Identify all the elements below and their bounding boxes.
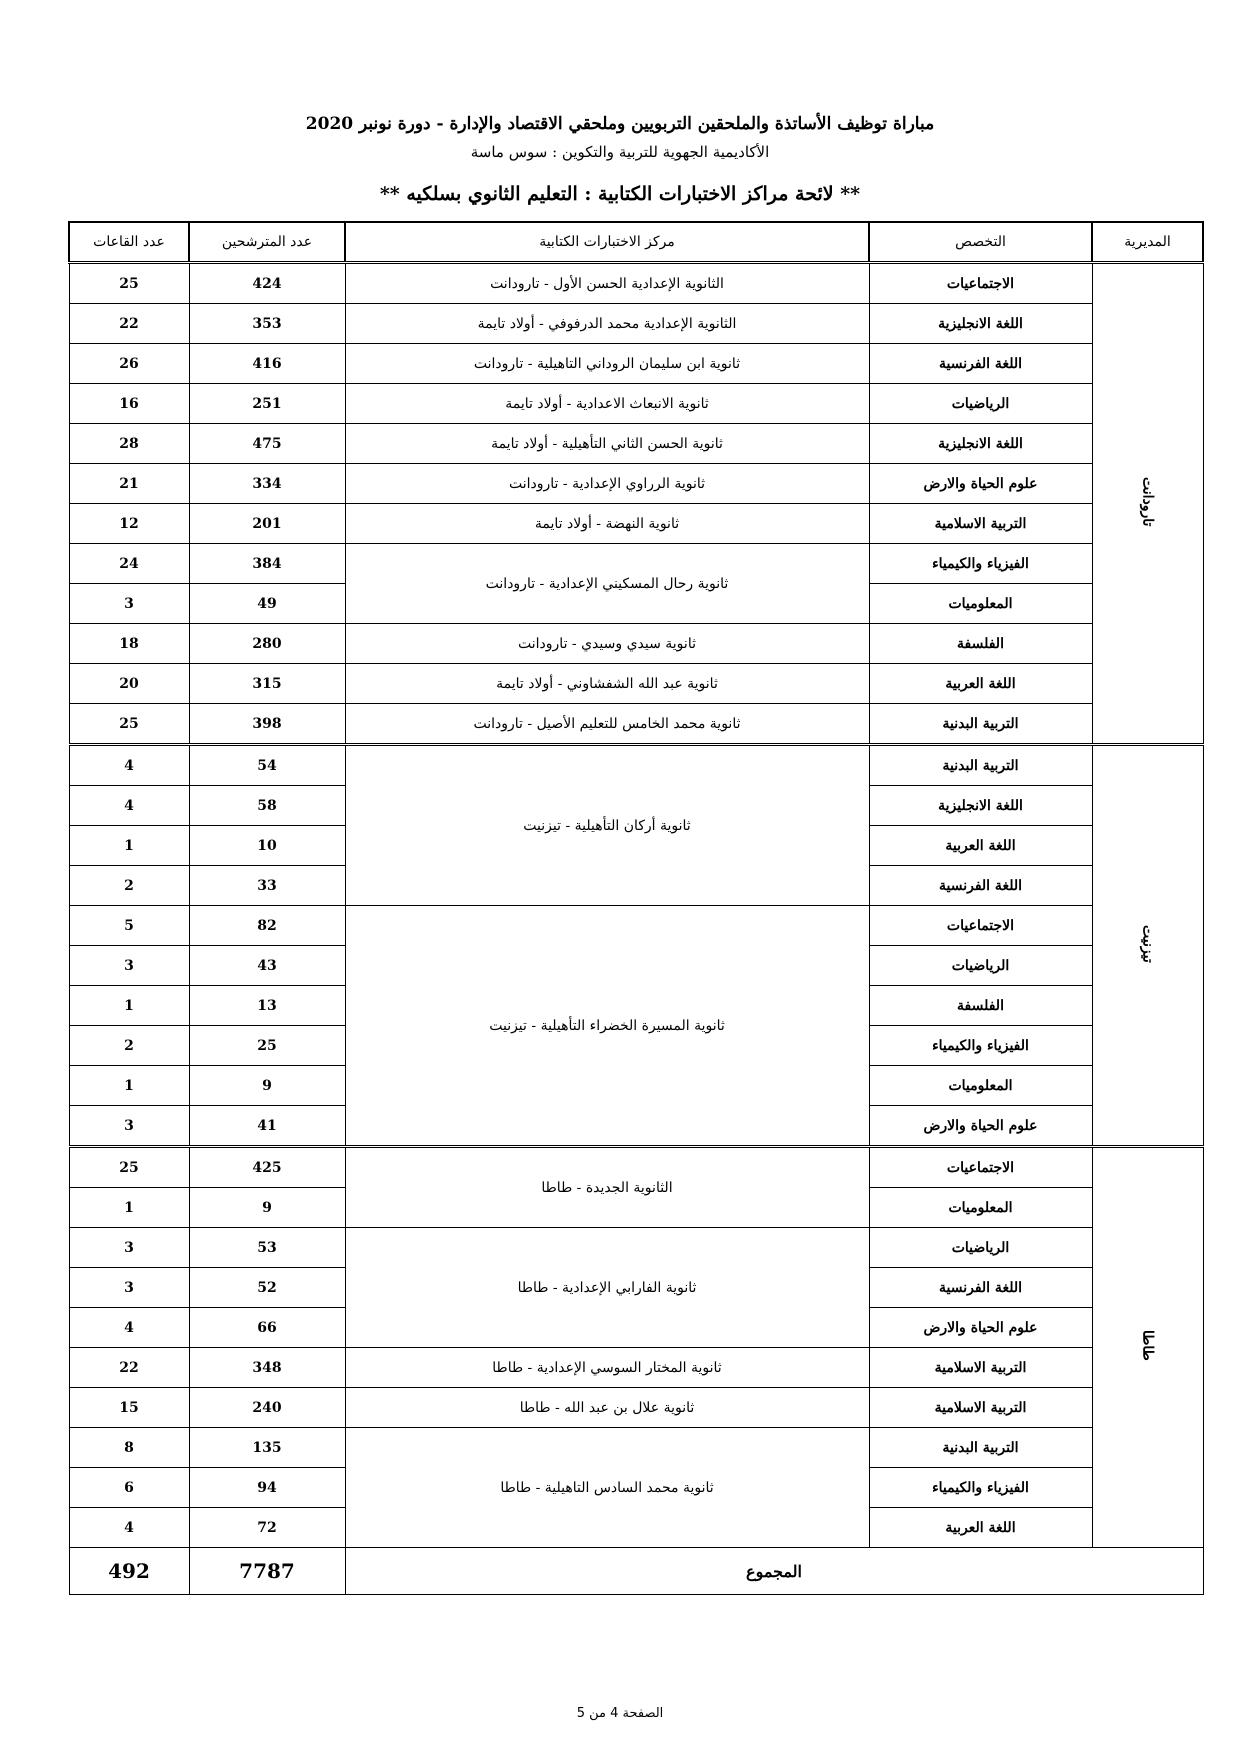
rooms-cell: 1 bbox=[69, 1066, 189, 1106]
rooms-cell: 12 bbox=[69, 504, 189, 544]
directorate-block-tiznit bbox=[69, 745, 1203, 1147]
candidates-cell: 10 bbox=[189, 826, 345, 866]
center-cell: ثانوية ابن سليمان الروداني التاهيلية - تارودانت bbox=[345, 344, 869, 384]
specialty-cell: الفيزياء والكيمياء bbox=[869, 1468, 1092, 1508]
header-center: مركز الاختبارات الكتابية bbox=[345, 222, 869, 263]
header-candidates: عدد المترشحين bbox=[189, 222, 345, 263]
candidates-cell: 9 bbox=[189, 1188, 345, 1228]
center-cell: ثانوية محمد الخامس للتعليم الأصيل - تارودانت bbox=[345, 704, 869, 745]
rooms-cell: 4 bbox=[69, 745, 189, 786]
center-cell: ثانوية الحسن الثاني التأهيلية - أولاد تايمة bbox=[345, 424, 869, 464]
page-number: الصفحة 4 من 5 bbox=[576, 1706, 664, 1721]
table-row bbox=[69, 424, 1203, 464]
specialty-cell: الرياضيات bbox=[869, 384, 1092, 424]
rooms-cell: 4 bbox=[69, 1508, 189, 1548]
center-cell: ثانوية الفارابي الإعدادية - طاطا bbox=[345, 1228, 869, 1348]
rooms-cell: 25 bbox=[69, 1147, 189, 1188]
specialty-cell: المعلوميات bbox=[869, 1188, 1092, 1228]
directorate-name: تارودانت bbox=[1139, 476, 1156, 527]
candidates-cell: 315 bbox=[189, 664, 345, 704]
total-row bbox=[69, 1548, 1203, 1595]
specialty-cell: التربية البدنية bbox=[869, 745, 1092, 786]
rooms-cell: 15 bbox=[69, 1388, 189, 1428]
candidates-cell: 33 bbox=[189, 866, 345, 906]
specialty-cell: الفلسفة bbox=[869, 624, 1092, 664]
candidates-cell: 280 bbox=[189, 624, 345, 664]
directorate-cell bbox=[1092, 263, 1203, 745]
table-row bbox=[69, 544, 1203, 584]
header-specialty: التخصص bbox=[869, 222, 1092, 263]
rooms-cell: 5 bbox=[69, 906, 189, 946]
candidates-cell: 416 bbox=[189, 344, 345, 384]
table-row bbox=[69, 464, 1203, 504]
candidates-cell: 201 bbox=[189, 504, 345, 544]
table-row bbox=[69, 664, 1203, 704]
specialty-cell: الاجتماعيات bbox=[869, 263, 1092, 304]
candidates-cell: 384 bbox=[189, 544, 345, 584]
center-cell: ثانوية النهضة - أولاد تايمة bbox=[345, 504, 869, 544]
rooms-cell: 2 bbox=[69, 866, 189, 906]
candidates-cell: 52 bbox=[189, 1268, 345, 1308]
rooms-cell: 21 bbox=[69, 464, 189, 504]
specialty-cell: التربية الاسلامية bbox=[869, 1388, 1092, 1428]
candidates-cell: 334 bbox=[189, 464, 345, 504]
specialty-cell: اللغة الانجليزية bbox=[869, 786, 1092, 826]
rooms-cell: 3 bbox=[69, 1268, 189, 1308]
academy-name: الأكاديمية الجهوية للتربية والتكوين : سوس ماسة bbox=[470, 143, 770, 161]
center-cell: ثانوية الرراوي الإعدادية - تارودانت bbox=[345, 464, 869, 504]
specialty-cell: التربية البدنية bbox=[869, 704, 1092, 745]
table-row bbox=[69, 504, 1203, 544]
specialty-cell: الفيزياء والكيمياء bbox=[869, 1026, 1092, 1066]
specialty-cell: علوم الحياة والارض bbox=[869, 1106, 1092, 1147]
candidates-cell: 94 bbox=[189, 1468, 345, 1508]
specialty-cell: التربية الاسلامية bbox=[869, 504, 1092, 544]
directorate-name: تيزنيت bbox=[1139, 924, 1156, 963]
specialty-cell: المعلوميات bbox=[869, 1066, 1092, 1106]
center-cell: ثانوية سيدي وسيدي - تارودانت bbox=[345, 624, 869, 664]
candidates-cell: 58 bbox=[189, 786, 345, 826]
table-row bbox=[69, 1428, 1203, 1468]
candidates-cell: 9 bbox=[189, 1066, 345, 1106]
table-row bbox=[69, 704, 1203, 745]
table-row bbox=[69, 1388, 1203, 1428]
center-cell: الثانوية الإعدادية محمد الدرفوفي - أولاد تايمة bbox=[345, 304, 869, 344]
header-directorate: المديرية bbox=[1092, 222, 1203, 263]
rooms-cell: 3 bbox=[69, 584, 189, 624]
specialty-cell: اللغة الانجليزية bbox=[869, 304, 1092, 344]
rooms-cell: 20 bbox=[69, 664, 189, 704]
table-row bbox=[69, 1147, 1203, 1188]
rooms-cell: 1 bbox=[69, 986, 189, 1026]
table-row bbox=[69, 304, 1203, 344]
directorate-block-taroudant bbox=[69, 263, 1203, 745]
candidates-cell: 43 bbox=[189, 946, 345, 986]
candidates-cell: 398 bbox=[189, 704, 345, 745]
specialty-cell: الاجتماعيات bbox=[869, 906, 1092, 946]
rooms-cell: 6 bbox=[69, 1468, 189, 1508]
rooms-cell: 8 bbox=[69, 1428, 189, 1468]
directorate-block-tata bbox=[69, 1147, 1203, 1548]
table-row bbox=[69, 263, 1203, 304]
table-row bbox=[69, 906, 1203, 946]
specialty-cell: الرياضيات bbox=[869, 946, 1092, 986]
candidates-cell: 49 bbox=[189, 584, 345, 624]
candidates-cell: 82 bbox=[189, 906, 345, 946]
center-cell: ثانوية عبد الله الشفشاوني - أولاد تايمة bbox=[345, 664, 869, 704]
total-candidates: 7787 bbox=[189, 1548, 345, 1595]
rooms-cell: 16 bbox=[69, 384, 189, 424]
candidates-cell: 475 bbox=[189, 424, 345, 464]
rooms-cell: 3 bbox=[69, 1106, 189, 1147]
specialty-cell: علوم الحياة والارض bbox=[869, 1308, 1092, 1348]
candidates-cell: 25 bbox=[189, 1026, 345, 1066]
list-title: ** لائحة مراكز الاختبارات الكتابية : التعليم الثانوي بسلكيه ** bbox=[379, 183, 861, 205]
total-rooms: 492 bbox=[69, 1548, 189, 1595]
table-row bbox=[69, 1348, 1203, 1388]
table-header-row bbox=[69, 222, 1203, 263]
specialty-cell: اللغة الفرنسية bbox=[869, 866, 1092, 906]
rooms-cell: 18 bbox=[69, 624, 189, 664]
specialty-cell: اللغة العربية bbox=[869, 826, 1092, 866]
center-cell: ثانوية رحال المسكيني الإعدادية - تارودانت bbox=[345, 544, 869, 624]
table-row bbox=[69, 745, 1203, 786]
specialty-cell: اللغة الفرنسية bbox=[869, 1268, 1092, 1308]
rooms-cell: 25 bbox=[69, 263, 189, 304]
center-cell: ثانوية محمد السادس التاهيلية - طاطا bbox=[345, 1428, 869, 1548]
specialty-cell: التربية الاسلامية bbox=[869, 1348, 1092, 1388]
rooms-cell: 22 bbox=[69, 304, 189, 344]
rooms-cell: 24 bbox=[69, 544, 189, 584]
candidates-cell: 66 bbox=[189, 1308, 345, 1348]
table-row bbox=[69, 344, 1203, 384]
table-row bbox=[69, 1228, 1203, 1268]
candidates-cell: 353 bbox=[189, 304, 345, 344]
center-cell: ثانوية المسيرة الخضراء التأهيلية - تيزنيت bbox=[345, 906, 869, 1147]
table-row bbox=[69, 624, 1203, 664]
rooms-cell: 3 bbox=[69, 1228, 189, 1268]
specialty-cell: الفلسفة bbox=[869, 986, 1092, 1026]
specialty-cell: الفيزياء والكيمياء bbox=[869, 544, 1092, 584]
rooms-cell: 1 bbox=[69, 1188, 189, 1228]
rooms-cell: 25 bbox=[69, 704, 189, 745]
candidates-cell: 54 bbox=[189, 745, 345, 786]
rooms-cell: 4 bbox=[69, 1308, 189, 1348]
total-label: المجموع bbox=[345, 1548, 1203, 1595]
specialty-cell: اللغة الانجليزية bbox=[869, 424, 1092, 464]
candidates-cell: 240 bbox=[189, 1388, 345, 1428]
specialty-cell: اللغة العربية bbox=[869, 664, 1092, 704]
center-cell: ثانوية أركان التأهيلية - تيزنيت bbox=[345, 745, 869, 906]
table-row bbox=[69, 384, 1203, 424]
candidates-cell: 53 bbox=[189, 1228, 345, 1268]
directorate-name: طاطا bbox=[1139, 1330, 1156, 1361]
specialty-cell: اللغة العربية bbox=[869, 1508, 1092, 1548]
center-cell: ثانوية علال بن عبد الله - طاطا bbox=[345, 1388, 869, 1428]
exam-title: مباراة توظيف الأساتذة والملحقين التربويين وملحقي الاقتصاد والإدارة - دورة نونبر 2020 bbox=[305, 114, 935, 134]
candidates-cell: 425 bbox=[189, 1147, 345, 1188]
directorate-cell bbox=[1092, 1147, 1203, 1548]
rooms-cell: 28 bbox=[69, 424, 189, 464]
candidates-cell: 72 bbox=[189, 1508, 345, 1548]
candidates-cell: 13 bbox=[189, 986, 345, 1026]
rooms-cell: 22 bbox=[69, 1348, 189, 1388]
candidates-cell: 348 bbox=[189, 1348, 345, 1388]
candidates-cell: 251 bbox=[189, 384, 345, 424]
candidates-cell: 41 bbox=[189, 1106, 345, 1147]
center-cell: الثانوية الجديدة - طاطا bbox=[345, 1147, 869, 1228]
rooms-cell: 3 bbox=[69, 946, 189, 986]
center-cell: الثانوية الإعدادية الحسن الأول - تارودانت bbox=[345, 263, 869, 304]
directorate-cell bbox=[1092, 745, 1203, 1147]
rooms-cell: 26 bbox=[69, 344, 189, 384]
specialty-cell: المعلوميات bbox=[869, 584, 1092, 624]
specialty-cell: الرياضيات bbox=[869, 1228, 1092, 1268]
header-rooms: عدد القاعات bbox=[69, 222, 189, 263]
specialty-cell: علوم الحياة والارض bbox=[869, 464, 1092, 504]
specialty-cell: اللغة الفرنسية bbox=[869, 344, 1092, 384]
rooms-cell: 1 bbox=[69, 826, 189, 866]
rooms-cell: 4 bbox=[69, 786, 189, 826]
rooms-cell: 2 bbox=[69, 1026, 189, 1066]
candidates-cell: 135 bbox=[189, 1428, 345, 1468]
center-cell: ثانوية الانبعاث الاعدادية - أولاد تايمة bbox=[345, 384, 869, 424]
exam-centers-table bbox=[68, 221, 1204, 1595]
center-cell: ثانوية المختار السوسي الإعدادية - طاطا bbox=[345, 1348, 869, 1388]
specialty-cell: التربية البدنية bbox=[869, 1428, 1092, 1468]
candidates-cell: 424 bbox=[189, 263, 345, 304]
specialty-cell: الاجتماعيات bbox=[869, 1147, 1092, 1188]
